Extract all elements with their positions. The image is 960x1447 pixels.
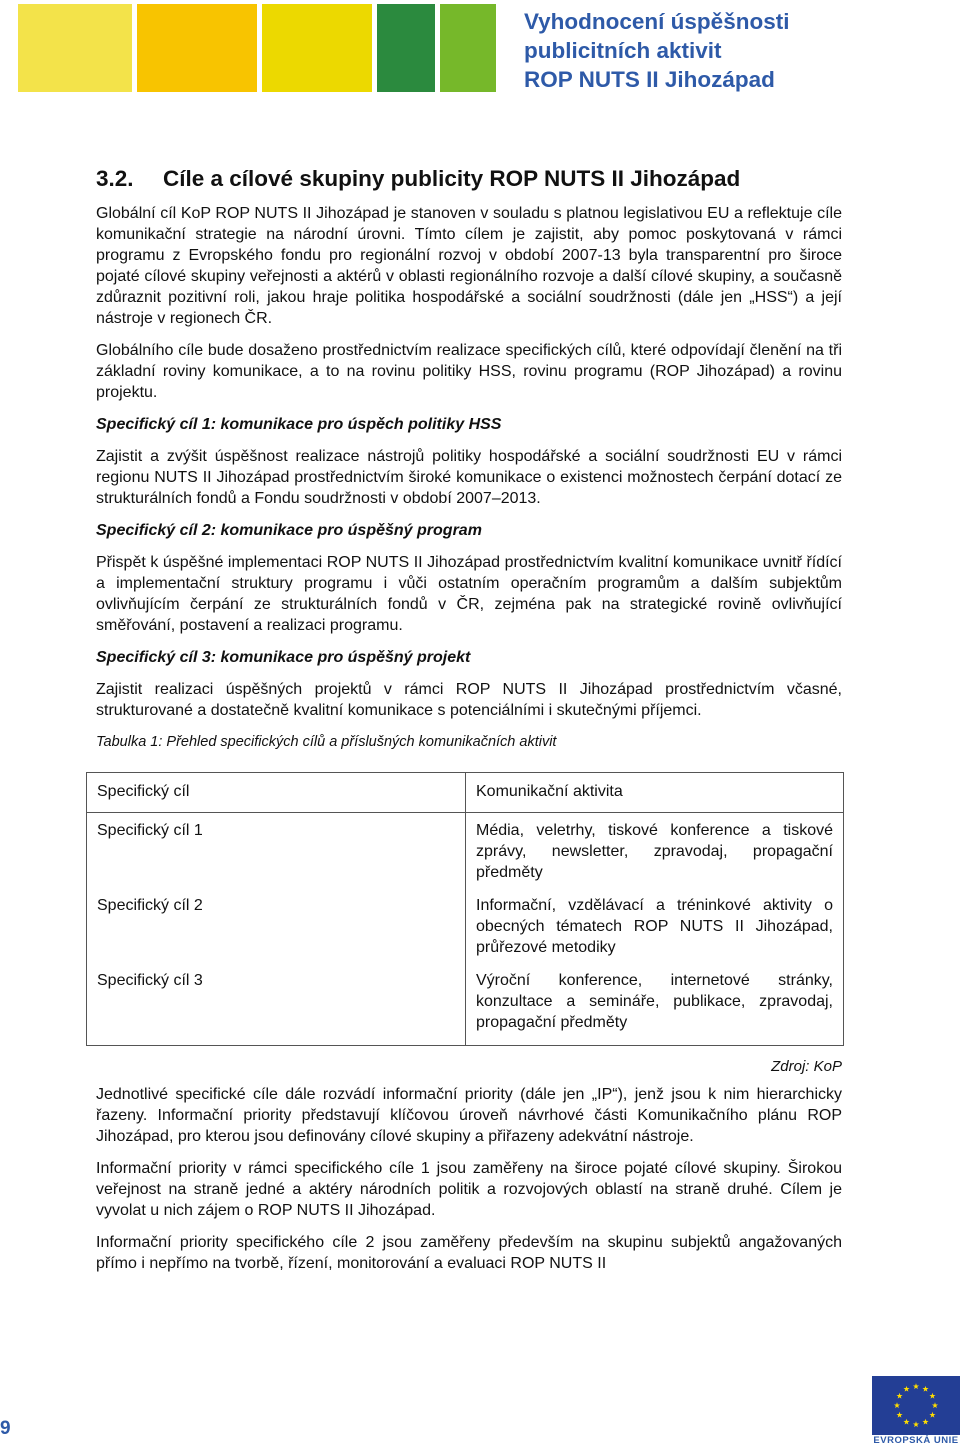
- document-body: [96, 164, 842, 1285]
- specific-goal-3-text: Zajistit realizaci úspěšných projektů v rámci ROP NUTS II Jihozápad prostřednictvím včasné, strukturované a dostatečně kvalitní komunikace s potenciálními i skutečnými příjemci.: [96, 681, 842, 719]
- logo-block-5: [440, 4, 496, 92]
- eu-flag-icon: [872, 1376, 960, 1435]
- logo-block-4: [377, 4, 435, 92]
- paragraph-goal-1-priorities: Informační priority v rámci specifického cíle 1 jsou zaměřeny na široce pojaté cílové skupiny. Širokou veřejnost na straně jedné a aktéry národních politik a rozvojových oblastí na straně druhé. Cílem je vyvolat u nich zájem o ROP NUTS II Jihozápad.: [96, 1160, 842, 1219]
- section-title: Cíle a cílové skupiny publicity ROP NUTS II Jihozápad: [163, 166, 741, 191]
- specific-goal-3-heading: Specifický cíl 3: komunikace pro úspěšný projekt: [96, 649, 471, 666]
- paragraph-info-priorities: Jednotlivé specifické cíle dále rozvádí informační priority (dále jen „IP“), jenž jsou k nim hierarchicky řazeny. Informační priority představují klíčovou úroveň návrhové části Komunikačního plánu ROP Jihozápad, pro kterou jsou definovány cílové skupiny a přiřazeny adekvátní nástroje.: [96, 1086, 842, 1145]
- eu-star: [897, 1412, 903, 1418]
- eu-star: [903, 1386, 909, 1392]
- eu-star: [922, 1419, 928, 1425]
- table-cell: Specifický cíl 3: [97, 972, 203, 989]
- section-heading: [96, 164, 842, 194]
- eu-star: [903, 1419, 909, 1425]
- table-cell: Specifický cíl 1: [97, 822, 203, 839]
- paragraph-global-goal: Globální cíl KoP ROP NUTS II Jihozápad je stanoven v souladu s platnou legislativou EU a reflektuje cíle komunikační strategie na národní úrovni. Tímto cílem je zajistit, aby pomoc poskytovaná v rámci programu z Evropského fondu pro regionální rozvoj v období 2007-13 byla transparentní pro široce pojaté cílové skupiny veřejnosti a aktérů v oblasti regionálního rozvoje a další cílové skupiny, a současně zdůraznit pozitivní roli, jakou hraje politika hospodářské a sociální soudržnosti (dále jen „HSS“) a její nástroje v regionech ČR.: [96, 205, 842, 327]
- logo-block-2: [137, 4, 257, 92]
- table-cell: Specifický cíl 2: [97, 897, 203, 914]
- table-header-cell: Specifický cíl: [87, 773, 466, 813]
- eu-label: EVROPSKÁ UNIE: [873, 1435, 959, 1446]
- eu-star: [913, 1383, 919, 1389]
- header-logo: [18, 4, 496, 92]
- page-number: 9: [0, 1418, 11, 1439]
- eu-stars: [872, 1376, 960, 1435]
- paragraph-goal-2-priorities: Informační priority specifického cíle 2 jsou zaměřeny především na skupinu subjektů angažovaných přímo i nepřímo na tvorbě, řízení, monitorování a evaluaci ROP NUTS II: [96, 1234, 842, 1272]
- table-header-row: [87, 773, 844, 813]
- header-title-line-1: Vyhodnocení úspěšnosti: [524, 9, 790, 34]
- eu-star: [929, 1393, 935, 1399]
- table-cell: Výroční konference, internetové stránky, konzultace a semináře, publikace, zpravodaj, propagační předměty: [476, 972, 833, 1031]
- table-caption: Tabulka 1: Přehled specifických cílů a příslušných komunikačních aktivit: [96, 734, 557, 750]
- eu-star: [929, 1412, 935, 1418]
- specific-goal-1-heading: Specifický cíl 1: komunikace pro úspěch politiky HSS: [96, 416, 502, 433]
- eu-star: [932, 1402, 938, 1408]
- paragraph-levels: Globálního cíle bude dosaženo prostřednictvím realizace specifických cílů, které odpovídají členění na tři základní roviny komunikace, a to na rovinu politiky HSS, rovinu programu (ROP Jihozápad) a rovinu projektu.: [96, 342, 842, 401]
- goals-table: [86, 772, 844, 1046]
- eu-star: [913, 1421, 919, 1427]
- eu-star: [897, 1393, 903, 1399]
- table-cell-activities: [466, 813, 844, 1046]
- header-title: [524, 7, 789, 94]
- section-number: 3.2.: [96, 166, 134, 191]
- table-cell-goals: [87, 813, 466, 1046]
- eu-star: [894, 1402, 900, 1408]
- logo-block-1: [18, 4, 132, 92]
- eu-star: [922, 1386, 928, 1392]
- specific-goal-2-heading: Specifický cíl 2: komunikace pro úspěšný program: [96, 522, 482, 539]
- specific-goal-1-text: Zajistit a zvýšit úspěšnost realizace nástrojů politiky hospodářské a sociální soudržnosti EU v rámci regionu NUTS II Jihozápad prostřednictvím široké komunikace o existenci možnostech čerpání dotací ze strukturálních fondů a Fondu soudržnosti v období 2007–2013.: [96, 448, 842, 507]
- header-title-line-2: publicitních aktivit: [524, 38, 722, 63]
- table-header-cell: Komunikační aktivita: [466, 773, 844, 813]
- table-row: [87, 813, 844, 1046]
- logo-block-3: [262, 4, 372, 92]
- header-title-line-3: ROP NUTS II Jihozápad: [524, 67, 775, 92]
- table-cell: Informační, vzdělávací a tréninkové aktivity o obecných tématech ROP NUTS II Jihozápad, průřezové metodiky: [476, 897, 833, 956]
- table-source: Zdroj: KoP: [771, 1058, 842, 1075]
- table-cell: Média, veletrhy, tiskové konference a tiskové zprávy, newsletter, zpravodaj, propagační předměty: [476, 822, 833, 881]
- specific-goal-2-text: Přispět k úspěšné implementaci ROP NUTS II Jihozápad prostřednictvím kvalitní komunikace uvnitř řídící a implementační struktury programu i vůči ostatním operačním programům a dalším subjektům ovlivňujícím čerpání ze strukturálních fondů v ČR, zejména pak na strategické rovině ovlivňující směřování, postavení a realizaci programu.: [96, 554, 842, 634]
